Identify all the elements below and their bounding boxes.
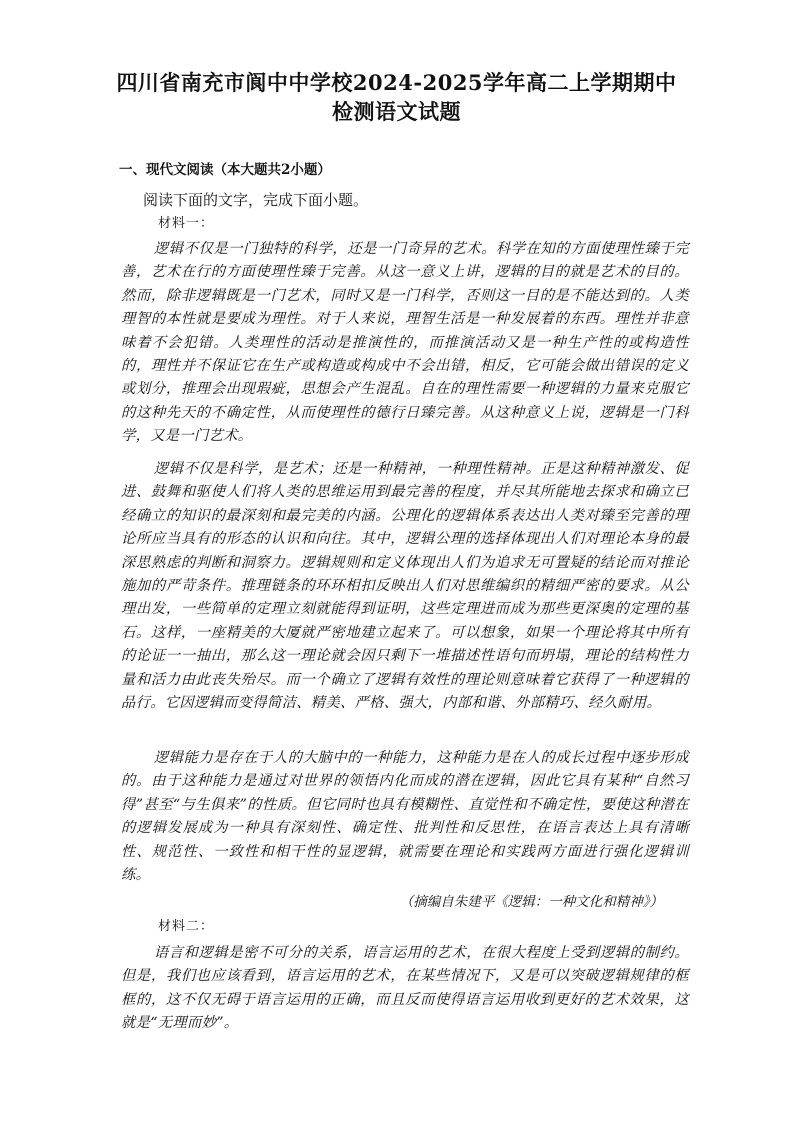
paragraph-text: 语言和逻辑是密不可分的关系，语言运用的艺术，在很大程度上受到逻辑的制约。但是，我们也应该看到，语言运用的艺术，在某些情况下，又是可以突破逻辑规律的框框的，这不仅无碍于语言运用的正确，而且反而使得语言运用收到更好的艺术效果，这就是“无理而妙”。 xyxy=(121,945,689,1032)
document-title-line2: 检测语文试题 xyxy=(332,99,461,124)
reading-instruction: 阅读下面的文字，完成下面小题。 xyxy=(143,191,369,209)
paragraph-text: 逻辑不仅是科学，是艺术；还是一种精神，一种理性精神。正是这种精神激发、促进、鼓舞和驱使人们将人类的思维运用到最完善的程度，并尽其所能地去探求和确立已经确立的知识的最深刻和最完美的内涵。公理化的逻辑体系表达出人类对臻至完善的理论所应当具有的形态的认识和向往。其中，逻辑公理的选择体现出人们对理论本身的最深思熟虑的判断和洞察力。逻辑规则和定义体现出人们为追求无可置疑的结论而对推论施加的严苛条件。推理链条的环环相扣反映出人们对思维编织的精细严密的要求。从公理出发，一些简单的定理立刻就能得到证明，这些定理进而成为那些更深奥的定理的基石。这样，一座精美的大厦就严密地建立起来了。可以想象，如果一个理论将其中所有的论证一一抽出，那么这一理论就会因只剩下一堆描述性语句而坍塌，理论的结构性力量和活力由此丧失殆尽。而一个确立了逻辑有效性的理论则意味着它获得了一种逻辑的品行。它因逻辑而变得简洁、精美、严格、强大，内部和谐、外部精巧、经久耐用。 xyxy=(121,461,689,712)
material2-label: 材料二： xyxy=(158,919,215,934)
document-title-line1: 四川省南充市阆中中学校2024-2025学年高二上学期期中 xyxy=(116,70,677,95)
section-heading: 一、现代文阅读（本大题共2小题） xyxy=(119,162,331,178)
paragraph-text: 逻辑不仅是一门独特的科学，还是一门奇异的艺术。科学在知的方面使理性臻于完善，艺术在行的方面使理性臻于完善。从这一意义上讲，逻辑的目的就是艺术的目的。然而，除非逻辑既是一门艺术，同时又是一门科学，否则这一目的是不能达到的。人类理智的本性就是要成为理性。对于人来说，理智生活是一种发展着的东西。理性并非意味着不会犯错。人类理性的活动是推演性的，而推演活动又是一种生产性的或构造性的，理性并不保证它在生产或构造或构成中不会出错，相反，它可能会做出错误的定义或划分，推理会出现瑕疵，思想会产生混乱。自在的理性需要一种逻辑的力量来克服它的这种先天的不确定性，从而使理性的德行日臻完善。从这种意义上说，逻辑是一门科学，又是一门艺术。 xyxy=(121,241,689,445)
material1-source-citation: （摘编自朱建平《逻辑：一种文化和精神》） xyxy=(399,894,663,910)
material1-paragraph-1 xyxy=(121,238,689,449)
material1-paragraph-2 xyxy=(121,458,689,715)
material2-paragraph-1 xyxy=(121,942,689,1036)
material1-label: 材料一： xyxy=(158,216,215,231)
material1-paragraph-3 xyxy=(121,747,689,887)
paragraph-text: 逻辑能力是存在于人的大脑中的一种能力，这种能力是在人的成长过程中逐步形成的。由于这种能力是通过对世界的领悟内化而成的潜在逻辑，因此它具有某种“自然习得”甚至“与生俱来”的性质。但它同时也具有模糊性、直觉性和不确定性，要使这种潜在的逻辑发展成为一种具有深刻性、确定性、批判性和反思性，在语言表达上具有清晰性、规范性、一致性和相干性的显逻辑，就需要在理论和实践两方面进行强化逻辑训练。 xyxy=(121,750,689,884)
